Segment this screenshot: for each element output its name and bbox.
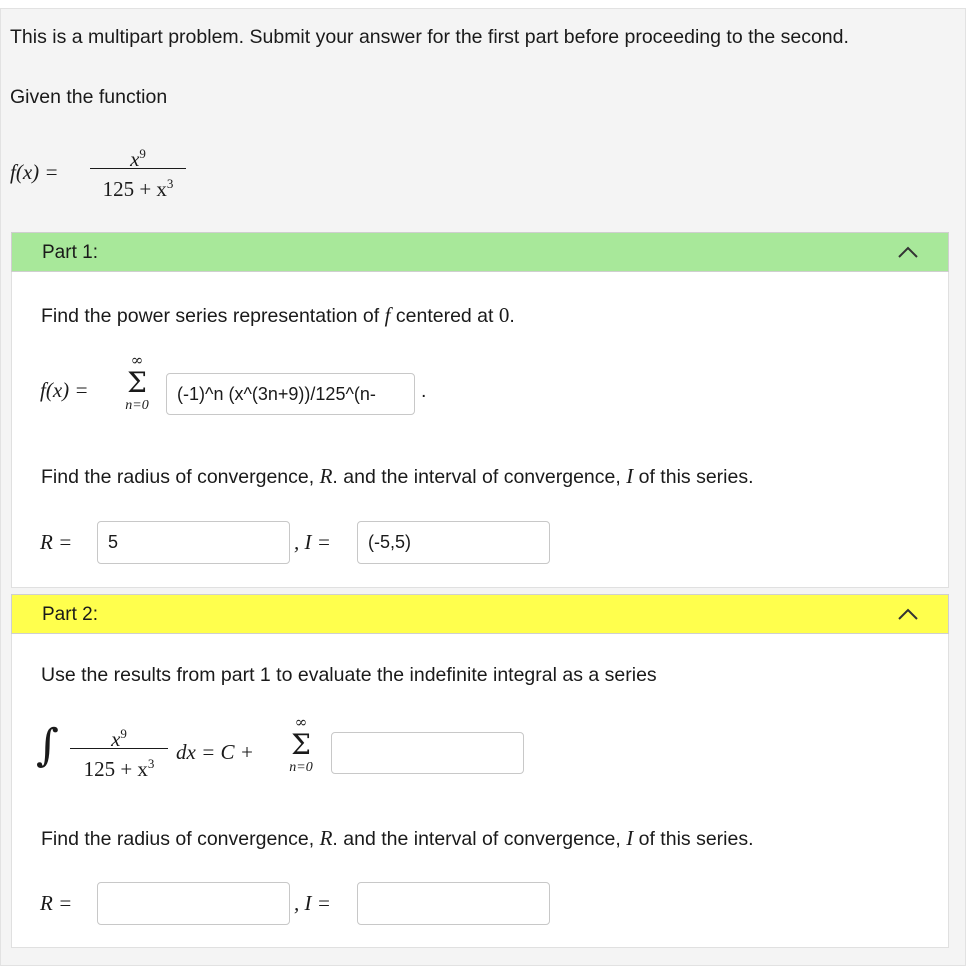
- prompt-zero: 0: [498, 303, 510, 327]
- radius-symbol: R: [319, 464, 333, 488]
- radius-prompt-mid: . and the interval of convergence,: [332, 466, 621, 488]
- part1-interval-input[interactable]: (-5,5): [357, 521, 550, 564]
- intro-text: This is a multipart problem. Submit your answer for the first part before proceeding to the second.: [10, 26, 849, 48]
- integral-fraction: [70, 720, 168, 782]
- part1-prompt: [41, 303, 515, 328]
- interval-symbol: I: [626, 464, 634, 488]
- integral-sign: ∫: [36, 720, 59, 771]
- radius-prompt-mid: . and the interval of convergence,: [332, 828, 621, 850]
- function-lhs: f(x) =: [10, 160, 59, 184]
- given-text: Given the function: [10, 86, 168, 108]
- chevron-up-icon[interactable]: [896, 604, 920, 624]
- radius-symbol: R: [319, 826, 333, 850]
- dx-equals: dx = C +: [176, 740, 254, 764]
- series-lhs: f(x) =: [40, 378, 89, 402]
- part2-header[interactable]: [11, 594, 949, 634]
- part1-header[interactable]: [11, 232, 949, 272]
- summation: [117, 352, 157, 414]
- part2-I-label: , I =: [294, 891, 331, 915]
- sum-upper-limit: ∞: [130, 351, 144, 369]
- numerator-exponent: 9: [139, 146, 146, 161]
- part2-radius-input[interactable]: [97, 882, 290, 925]
- radius-prompt-post: of this series.: [638, 466, 754, 488]
- part1-radius-prompt: [41, 464, 754, 489]
- sum-lower-limit: n=0: [125, 398, 149, 413]
- sum-lower-limit: n=0: [289, 760, 313, 775]
- summation: [281, 714, 321, 776]
- numerator-exponent: 9: [120, 726, 127, 741]
- denominator-exponent: 3: [166, 176, 174, 192]
- part1-title: Part 1:: [42, 242, 98, 263]
- prompt-period: .: [509, 305, 515, 327]
- series-period: .: [421, 380, 427, 402]
- prompt-variable: f: [384, 303, 391, 327]
- chevron-up-icon[interactable]: [896, 242, 920, 262]
- prompt-text: Find the power series representation of: [41, 305, 380, 327]
- sum-upper-limit: ∞: [294, 713, 308, 731]
- part2-R-label: R =: [40, 891, 73, 915]
- part1-I-label: , I =: [294, 530, 331, 554]
- fraction-numerator: x: [111, 727, 121, 751]
- part2-radius-prompt: [41, 826, 754, 851]
- sigma-symbol: Σ: [291, 728, 311, 761]
- prompt-text-2: centered at: [395, 305, 494, 327]
- radius-prompt-text: Find the radius of convergence,: [41, 828, 315, 850]
- interval-symbol: I: [626, 826, 634, 850]
- part2-series-input[interactable]: [331, 732, 524, 774]
- part2-prompt: Use the results from part 1 to evaluate the indefinite integral as a series: [41, 664, 657, 686]
- part2-title: Part 2:: [42, 604, 98, 625]
- radius-prompt-post: of this series.: [638, 828, 754, 850]
- part2-interval-input[interactable]: [357, 882, 550, 925]
- denominator-exponent: 3: [147, 756, 155, 772]
- radius-prompt-text: Find the radius of convergence,: [41, 466, 315, 488]
- part1-R-label: R =: [40, 530, 73, 554]
- fraction-denominator: 125 + x: [102, 177, 167, 202]
- sigma-symbol: Σ: [127, 366, 147, 399]
- fraction-denominator: 125 + x: [83, 757, 148, 782]
- series-answer-input[interactable]: (-1)^n (x^(3n+9))/125^(n-: [166, 373, 415, 415]
- fraction-numerator: x: [130, 147, 140, 171]
- function-fraction: [90, 140, 186, 202]
- part1-radius-input[interactable]: 5: [97, 521, 290, 564]
